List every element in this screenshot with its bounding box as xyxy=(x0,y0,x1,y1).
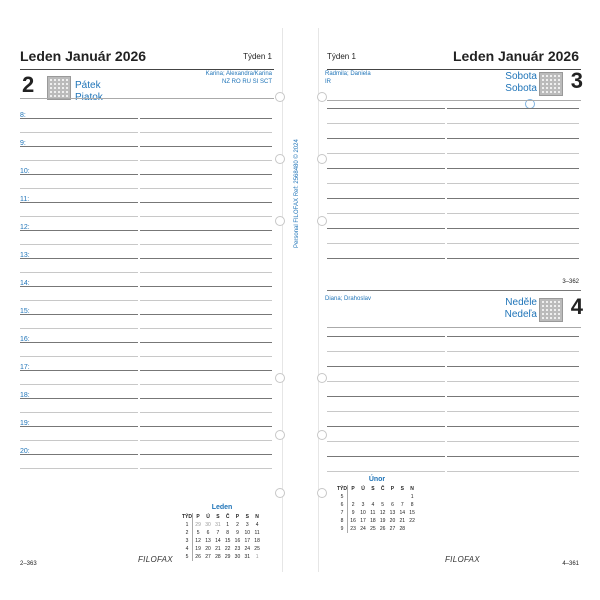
sat-line xyxy=(327,138,445,139)
mini-calendar-cell: 29 xyxy=(224,554,231,560)
mini-calendar-cell: 30 xyxy=(205,522,211,528)
sun-line xyxy=(447,381,579,382)
sun-line xyxy=(327,456,445,457)
left-top-line xyxy=(20,69,274,70)
mini-calendar-cell: 19 xyxy=(379,518,386,524)
sat-line xyxy=(447,228,579,229)
hour-line xyxy=(20,202,138,203)
left-day-name-cz: Pátek xyxy=(75,80,101,91)
sun-day-name-sk: Nedeľa xyxy=(504,309,537,320)
mini-calendar-cell: 11 xyxy=(370,510,376,516)
mini-calendar-cell: 5 xyxy=(381,502,385,508)
hour-line xyxy=(140,118,272,119)
mini-calendar-cell xyxy=(358,493,368,501)
sun-line xyxy=(447,336,579,337)
hour-line xyxy=(140,174,272,175)
half-hour-line xyxy=(20,468,138,469)
sat-day-name-sk: Sobota xyxy=(505,83,537,94)
sat-line xyxy=(447,153,579,154)
half-hour-line xyxy=(20,160,138,161)
mini-calendar-cell: 12 xyxy=(195,538,201,544)
right-week: Týden 1 xyxy=(327,52,356,61)
half-hour-line xyxy=(20,328,138,329)
hour-line xyxy=(20,314,138,315)
mini-calendar-cell: 19 xyxy=(195,546,201,552)
half-hour-line xyxy=(20,356,138,357)
mini-calendar-cell: 10 xyxy=(360,510,366,516)
sat-line xyxy=(447,213,579,214)
hour-label: 17: xyxy=(20,364,30,371)
sat-line xyxy=(327,198,445,199)
half-hour-line xyxy=(140,440,272,441)
mini-calendar-cell: 9 xyxy=(337,525,348,533)
half-hour-line xyxy=(140,132,272,133)
mini-calendar-cell: 18 xyxy=(254,538,260,544)
mini-calendar-cell: 14 xyxy=(399,510,406,516)
sun-line xyxy=(327,441,445,442)
binder-hole xyxy=(317,216,327,226)
hour-line xyxy=(20,174,138,175)
mini-calendar-left-table xyxy=(182,513,262,561)
binder-hole xyxy=(275,373,285,383)
binder-hole xyxy=(275,92,285,102)
hour-label: 8: xyxy=(20,112,26,119)
binder-hole xyxy=(317,154,327,164)
mini-calendar-cell: 18 xyxy=(370,518,376,524)
hour-label: 9: xyxy=(20,140,26,147)
mini-calendar-cell: 13 xyxy=(205,538,211,544)
half-hour-line xyxy=(20,272,138,273)
mini-calendar-header: S xyxy=(371,486,375,492)
sat-day-number: 3 xyxy=(570,68,583,93)
half-hour-line xyxy=(140,244,272,245)
hour-line xyxy=(140,314,272,315)
sun-line xyxy=(447,456,579,457)
sat-line xyxy=(327,243,445,244)
mini-calendar-header: Č xyxy=(225,514,230,520)
right-page xyxy=(318,28,589,572)
mini-calendar-cell: 4 xyxy=(255,522,259,528)
half-hour-line xyxy=(140,328,272,329)
mini-calendar-cell: 1 xyxy=(410,494,414,500)
mini-calendar-cell: 4 xyxy=(371,502,375,508)
mini-calendar-cell: 26 xyxy=(195,554,201,560)
half-hour-line xyxy=(140,468,272,469)
sat-line xyxy=(327,108,445,109)
mini-calendar-header: TÝD xyxy=(182,514,192,520)
mini-calendar-cell: 5 xyxy=(182,553,193,561)
hour-line xyxy=(20,118,138,119)
qr-code-icon xyxy=(539,72,563,96)
hour-label: 18: xyxy=(20,392,30,399)
hour-line xyxy=(20,286,138,287)
mini-calendar-cell: 1 xyxy=(255,554,259,560)
sun-line xyxy=(327,336,445,337)
mini-calendar-cell: 25 xyxy=(370,526,376,532)
mini-calendar-cell: 20 xyxy=(205,546,211,552)
mini-calendar-cell: 28 xyxy=(215,554,221,560)
hour-label: 14: xyxy=(20,280,30,287)
hour-line xyxy=(140,398,272,399)
sat-line xyxy=(327,213,445,214)
mini-calendar-header: Ú xyxy=(361,486,365,492)
sat-line xyxy=(447,198,579,199)
half-hour-line xyxy=(140,412,272,413)
mini-calendar-header: N xyxy=(410,486,414,492)
mini-calendar-left-title: Leden xyxy=(211,504,233,511)
sun-line xyxy=(327,351,445,352)
sat-line xyxy=(447,183,579,184)
hour-label: 12: xyxy=(20,224,30,231)
binder-hole xyxy=(275,216,285,226)
mini-calendar-cell xyxy=(348,493,359,501)
mini-calendar-cell: 23 xyxy=(350,526,356,532)
mini-calendar-cell: 9 xyxy=(351,510,355,516)
mini-calendar-cell: 1 xyxy=(182,521,193,529)
hour-line xyxy=(140,342,272,343)
mini-calendar-cell: 17 xyxy=(244,538,251,544)
mini-calendar-cell: 8 xyxy=(226,530,230,536)
mini-calendar-cell xyxy=(388,493,398,501)
binder-hole xyxy=(275,154,285,164)
sun-line xyxy=(327,366,445,367)
half-hour-line xyxy=(20,440,138,441)
sun-line xyxy=(447,471,579,472)
mini-calendar-header: TÝD xyxy=(337,486,347,492)
mini-calendar-header: Ú xyxy=(206,514,210,520)
mini-calendar-header: P xyxy=(235,514,240,520)
right-footer-label: 4–361 xyxy=(562,561,579,567)
hour-line xyxy=(140,230,272,231)
hour-line xyxy=(140,202,272,203)
sat-header-rule xyxy=(327,100,581,101)
mini-calendar-cell xyxy=(407,525,417,533)
mini-calendar-cell: 5 xyxy=(196,530,200,536)
half-hour-line xyxy=(140,188,272,189)
half-hour-line xyxy=(140,356,272,357)
mini-calendar-header: P xyxy=(351,486,355,492)
hour-line xyxy=(140,426,272,427)
mini-calendar-cell: 28 xyxy=(399,526,406,532)
binder-hole xyxy=(317,373,327,383)
mini-calendar-cell: 26 xyxy=(379,526,386,532)
sun-line xyxy=(327,411,445,412)
mini-calendar-cell: 22 xyxy=(224,546,231,552)
half-hour-line xyxy=(20,412,138,413)
qr-code-icon xyxy=(47,76,71,100)
sun-names: Diana; Drahoslav xyxy=(325,296,372,302)
sat-line xyxy=(447,168,579,169)
mini-calendar-header: S xyxy=(216,514,220,520)
sun-line xyxy=(327,396,445,397)
mini-calendar-cell: 16 xyxy=(234,538,241,544)
sat-line xyxy=(327,168,445,169)
sat-line xyxy=(447,108,579,109)
mini-calendar-cell xyxy=(397,493,407,501)
mini-calendar-cell: 15 xyxy=(409,510,415,516)
mid-divider xyxy=(327,290,581,291)
half-hour-line xyxy=(140,300,272,301)
binder-hole xyxy=(317,92,327,102)
mini-calendar-header: P xyxy=(196,514,200,520)
mini-calendar-cell: 3 xyxy=(245,522,249,528)
mini-calendar-header: S xyxy=(400,486,404,492)
mini-calendar-cell: 8 xyxy=(410,502,414,508)
left-week: Týden 1 xyxy=(243,52,272,61)
mini-calendar-cell: 20 xyxy=(389,518,396,524)
left-footer-label: 2–363 xyxy=(20,561,37,567)
mini-calendar-cell: 3 xyxy=(182,537,193,545)
mini-calendar-cell: 6 xyxy=(337,501,348,509)
right-top-line xyxy=(327,69,581,70)
mini-calendar-cell: 23 xyxy=(234,546,241,552)
binder-hole xyxy=(317,488,327,498)
hour-line xyxy=(140,146,272,147)
qr-code-icon xyxy=(539,298,563,322)
left-day-number: 2 xyxy=(22,72,35,97)
hour-line xyxy=(20,370,138,371)
right-title: Leden Január 2026 xyxy=(452,48,579,64)
hour-line xyxy=(20,398,138,399)
sun-line xyxy=(447,411,579,412)
left-brand-logo: FILOFAX xyxy=(138,555,173,564)
left-countries: NZ RO RU SI SCT xyxy=(221,79,272,85)
sun-header-rule xyxy=(327,327,581,328)
sun-day-number: 4 xyxy=(570,294,583,319)
hour-line xyxy=(140,286,272,287)
mini-calendar-cell: 21 xyxy=(215,546,221,552)
mini-calendar-cell: 22 xyxy=(409,518,415,524)
mini-calendar-cell: 14 xyxy=(215,538,221,544)
half-hour-line xyxy=(140,216,272,217)
binder-hole xyxy=(275,430,285,440)
mini-calendar-cell: 5 xyxy=(337,493,348,501)
mini-calendar-cell: 13 xyxy=(389,510,396,516)
half-hour-line xyxy=(20,132,138,133)
left-names: Karina; Alexandra/Karina xyxy=(205,71,272,77)
mini-calendar-cell: 12 xyxy=(379,510,386,516)
hour-label: 13: xyxy=(20,252,30,259)
mini-calendar-cell: 27 xyxy=(389,526,396,532)
mini-calendar-cell: 21 xyxy=(399,518,406,524)
half-hour-line xyxy=(20,244,138,245)
half-hour-line xyxy=(20,384,138,385)
mini-calendar-cell: 17 xyxy=(360,518,366,524)
mini-calendar-cell: 15 xyxy=(224,538,231,544)
left-page xyxy=(12,28,283,572)
mini-calendar-cell: 30 xyxy=(234,554,241,560)
binder-hole xyxy=(317,430,327,440)
sat-line xyxy=(327,258,445,259)
sat-line xyxy=(327,123,445,124)
spine-meta: Personal FILOFAX Ref: 2568480 © 2024 xyxy=(294,139,300,248)
mini-calendar-right xyxy=(337,476,417,534)
hour-line xyxy=(20,454,138,455)
hour-label: 16: xyxy=(20,336,30,343)
mini-calendar-cell xyxy=(378,493,388,501)
sun-line xyxy=(447,396,579,397)
hour-label: 11: xyxy=(20,196,30,203)
mini-calendar-cell: 25 xyxy=(254,546,260,552)
mini-calendar-cell xyxy=(368,493,378,501)
hour-line xyxy=(140,454,272,455)
sun-day-name-cz: Neděle xyxy=(505,297,537,308)
mini-calendar-header: Č xyxy=(380,486,385,492)
mini-calendar-cell: 7 xyxy=(400,502,404,508)
left-header-rule xyxy=(20,98,274,99)
mini-calendar-cell: 10 xyxy=(244,530,251,536)
mini-calendar-cell: 11 xyxy=(254,530,260,536)
sat-line xyxy=(447,243,579,244)
mini-calendar-cell: 16 xyxy=(350,518,356,524)
sun-line xyxy=(447,426,579,427)
sat-names: Radmila; Daniela xyxy=(325,71,371,77)
hour-line xyxy=(140,258,272,259)
mini-calendar-right-title: Únor xyxy=(368,476,386,483)
hour-label: 19: xyxy=(20,420,30,427)
hour-line xyxy=(20,426,138,427)
half-hour-line xyxy=(140,272,272,273)
sat-line xyxy=(447,258,579,259)
mid-page-label: 3–362 xyxy=(562,279,579,285)
mini-calendar-cell: 9 xyxy=(236,530,239,536)
half-hour-line xyxy=(20,216,138,217)
right-brand-logo: FILOFAX xyxy=(445,555,480,564)
sat-line xyxy=(327,183,445,184)
hour-line xyxy=(20,342,138,343)
mini-calendar-right-table xyxy=(337,485,417,533)
mini-calendar-cell: 8 xyxy=(337,517,348,525)
sat-line xyxy=(327,228,445,229)
sat-line xyxy=(447,123,579,124)
hour-label: 10: xyxy=(20,168,30,175)
sat-line xyxy=(327,153,445,154)
sat-country: IR xyxy=(325,79,331,85)
hour-line xyxy=(140,370,272,371)
mini-calendar-cell: 3 xyxy=(361,502,365,508)
mini-calendar-cell: 31 xyxy=(215,522,221,528)
half-hour-line xyxy=(140,384,272,385)
mini-calendar-cell: 7 xyxy=(337,509,348,517)
sun-line xyxy=(327,471,445,472)
mini-calendar-header: S xyxy=(245,514,249,520)
mini-calendar-cell: 24 xyxy=(360,526,366,532)
mini-calendar-header: P xyxy=(390,486,395,492)
mini-calendar-cell: 7 xyxy=(216,530,220,536)
hour-label: 20: xyxy=(20,448,30,455)
hour-label: 15: xyxy=(20,308,30,315)
mini-calendar-cell: 24 xyxy=(244,546,251,552)
mini-calendar-cell: 27 xyxy=(205,554,211,560)
mini-calendar-cell: 4 xyxy=(182,545,193,553)
mini-calendar-cell: 29 xyxy=(195,522,201,528)
sun-line xyxy=(447,351,579,352)
mini-calendar-cell: 2 xyxy=(351,502,355,508)
mini-calendar-cell: 1 xyxy=(226,522,230,528)
sun-line xyxy=(447,441,579,442)
hour-line xyxy=(20,146,138,147)
sun-line xyxy=(327,381,445,382)
left-title: Leden Január 2026 xyxy=(20,48,147,64)
mini-calendar-cell: 6 xyxy=(391,502,394,508)
hour-line xyxy=(20,258,138,259)
sat-day-name-cz: Sobota xyxy=(505,71,537,82)
sun-line xyxy=(327,426,445,427)
mini-calendar-header: N xyxy=(255,514,259,520)
binder-hole xyxy=(275,488,285,498)
mini-calendar-left xyxy=(182,504,262,562)
mini-calendar-cell: 31 xyxy=(244,554,251,560)
mini-calendar-cell: 2 xyxy=(236,522,239,528)
sun-line xyxy=(447,366,579,367)
hour-line xyxy=(20,230,138,231)
sat-line xyxy=(447,138,579,139)
half-hour-line xyxy=(140,160,272,161)
half-hour-line xyxy=(20,300,138,301)
mini-calendar-cell: 2 xyxy=(182,529,193,537)
half-hour-line xyxy=(20,188,138,189)
mini-calendar-cell: 6 xyxy=(206,530,210,536)
